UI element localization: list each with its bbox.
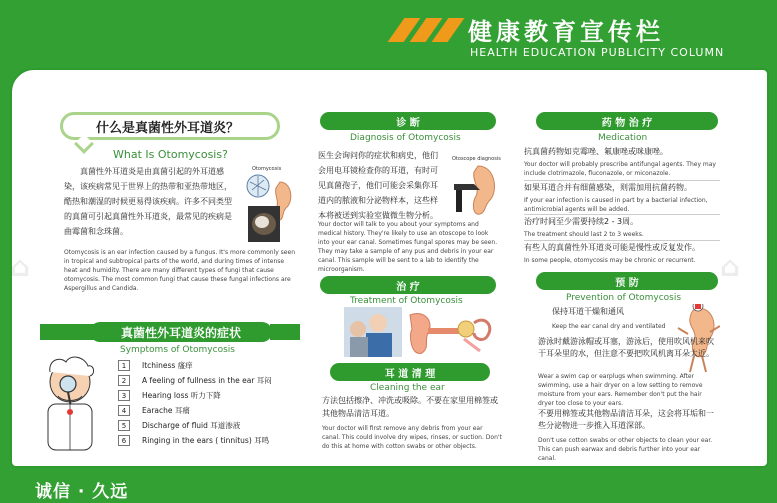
symptom-text: Earache 耳痛 — [142, 406, 190, 415]
symptom-number: 2 — [118, 375, 130, 386]
treatment-title-en: Treatment of Otomycosis — [350, 296, 463, 306]
divider — [524, 180, 720, 181]
medication-en-3: The treatment should last 2 to 3 weeks. — [524, 231, 644, 238]
medication-cn-1: 抗真菌药物如克霉唑、氟康唑或咪康唑。 — [524, 147, 668, 156]
stripe-decoration — [386, 18, 456, 42]
intro-body-en: Otomycosis is an ear infection caused by a fungus. It's more commonly seen in tropical and subtropical parts of the world, and during times of intense heat and humidity. There are many different types of fungi that cause otomycosis. The most common fungi that cause these fungal infections are Aspergillus and Candida. — [64, 249, 295, 292]
symptom-text: Discharge of fluid 耳道渗液 — [142, 421, 241, 430]
ear-fungus-icon — [244, 172, 296, 244]
symptoms-title-en: Symptoms of Otomycosis — [120, 345, 235, 355]
intro-question: 什么是真菌性外耳道炎？ — [96, 121, 240, 136]
page-subtitle: HEALTH EDUCATION PUBLICITY COLUMN — [470, 46, 725, 59]
doctor-cartoon-icon — [28, 352, 112, 460]
symptom-text: Ringing in the ears ( tinnitus) 耳鸣 — [142, 436, 270, 445]
prevention-title-en: Prevention of Otomycosis — [566, 293, 682, 303]
prevention-cn-3: 不要用棉签或其他物品清洁耳朵，这会将耳垢和一些分泌物进一步推入耳道深部。 — [538, 409, 714, 430]
symptom-number: 5 — [118, 420, 130, 431]
prevention-title: 预 防 — [536, 272, 718, 290]
treatment-title: 治 疗 — [320, 276, 496, 294]
symptom-item — [118, 435, 269, 446]
cleaning-title: 耳 道 清 理 — [330, 363, 490, 381]
symptom-item — [118, 375, 272, 386]
diagnosis-body-cn: 医生会询问你的症状和病史，他们会用电耳镜检查你的耳道，有时可见真菌孢子，他们可能会采集你耳道内的脓液和分泌物样本，这些样本将被送到实验室做微生物分析。 — [318, 151, 438, 220]
divider — [524, 240, 720, 241]
watermark-icon: ⌂ — [720, 250, 741, 283]
medication-en-4: In some people, otomycosis may be chronic or recurrent. — [524, 257, 696, 264]
diagnosis-body-en: Your doctor will talk to you about your symptoms and medical history. They're likely to use an otoscope to look into your ear canal. Sometimes fungal spores may be seen. They may take a sample of any pus and debris in your ear canal. This sample will be sent to a lab to identify the microorganism. — [318, 221, 498, 273]
ear-exam-photo-icon — [344, 307, 402, 357]
diagnosis-figure-label: Otoscope diagnosis — [452, 156, 501, 162]
cleaning-body-en: Your doctor will first remove any debris from your ear canal. This could involve dry wipes, rinses, or suction. Don't do this at home with cotton swabs or other objects. — [322, 425, 502, 450]
intro-title-en: What Is Otomycosis? — [113, 148, 228, 161]
symptom-item — [118, 405, 190, 416]
symptom-text: A feeling of fullness in the ear 耳闷 — [142, 376, 272, 385]
prevention-en-2: Wear a swim cap or earplugs when swimming. After swimming, use a hair dryer on a low setting to remove moisture from your ears. Remember don't put the hair dryer too close to your ears. — [538, 373, 703, 407]
medication-en-1: Your doctor will probably prescribe antifungal agents. They may include clotrimazole, fluconazole, or miconazole. — [524, 161, 716, 177]
symptom-number: 6 — [118, 435, 130, 446]
prevention-en-3: Don't use cotton swabs or other objects to clean your ear. This can push earwax and debris further into your ear canal. — [538, 437, 713, 462]
medication-title: 药 物 治 疗 — [536, 112, 718, 130]
ear-anatomy-icon — [404, 307, 496, 357]
prevention-cn-2: 游泳时戴游泳帽或耳塞，游泳后，使用吹风机来吹干耳朵里的水，但注意不要把吹风机离耳朵太近。 — [538, 337, 714, 358]
medication-title-en: Medication — [598, 133, 648, 143]
cleaning-title-en: Cleaning the ear — [370, 383, 445, 393]
symptom-number: 3 — [118, 390, 130, 401]
otoscope-icon — [448, 160, 500, 216]
diagnosis-title: 诊 断 — [320, 112, 496, 130]
symptom-item — [118, 420, 240, 431]
symptom-text: Itchiness 瘙痒 — [142, 361, 193, 370]
prevention-en-1: Keep the ear canal dry and ventilated — [552, 323, 666, 330]
symptoms-tab-right — [270, 324, 300, 340]
medication-cn-2: 如果耳道合并有细菌感染，则需加用抗菌药物。 — [524, 183, 692, 192]
diagnosis-title-en: Diagnosis of Otomycosis — [350, 133, 461, 143]
intro-body-cn: 真菌性外耳道炎是由真菌引起的外耳道感染，该疾病常见于世界上的热带和亚热带地区，酷热和潮湿的时候更易得该疾病。许多不同类型的真菌可引起真菌性外耳道炎，最常见的疾病是曲霉菌和念珠菌。 — [64, 167, 232, 236]
watermark-icon: ⌂ — [10, 250, 31, 283]
symptoms-title: 真菌性外耳道炎的症状 — [90, 322, 272, 342]
medication-cn-3: 治疗时间至少需要持续2 - 3周。 — [524, 217, 639, 226]
symptom-text: Hearing loss 听力下降 — [142, 391, 221, 400]
medication-en-2: If your ear infection is caused in part by a bacterial infection, antimicrobial agents will be added. — [524, 197, 708, 213]
symptom-item — [118, 390, 221, 401]
cleaning-body-cn: 方法包括擦净、冲洗或吸除。不要在家里用棉签或其他物品清洁耳道。 — [322, 396, 498, 418]
footer-slogan: 诚信 · 久远 — [35, 482, 129, 502]
symptom-number: 1 — [118, 360, 130, 371]
symptoms-tab-left — [40, 324, 94, 340]
prevention-cn-1: 保持耳道干燥和通风 — [552, 307, 624, 316]
divider — [524, 214, 720, 215]
page-title: 健康教育宣传栏 — [468, 18, 664, 46]
symptom-number: 4 — [118, 405, 130, 416]
medication-cn-4: 有些人的真菌性外耳道炎可能是慢性或反复发作。 — [524, 243, 700, 252]
symptom-item — [118, 360, 193, 371]
intro-figure-label: Otomycosis — [252, 166, 282, 172]
